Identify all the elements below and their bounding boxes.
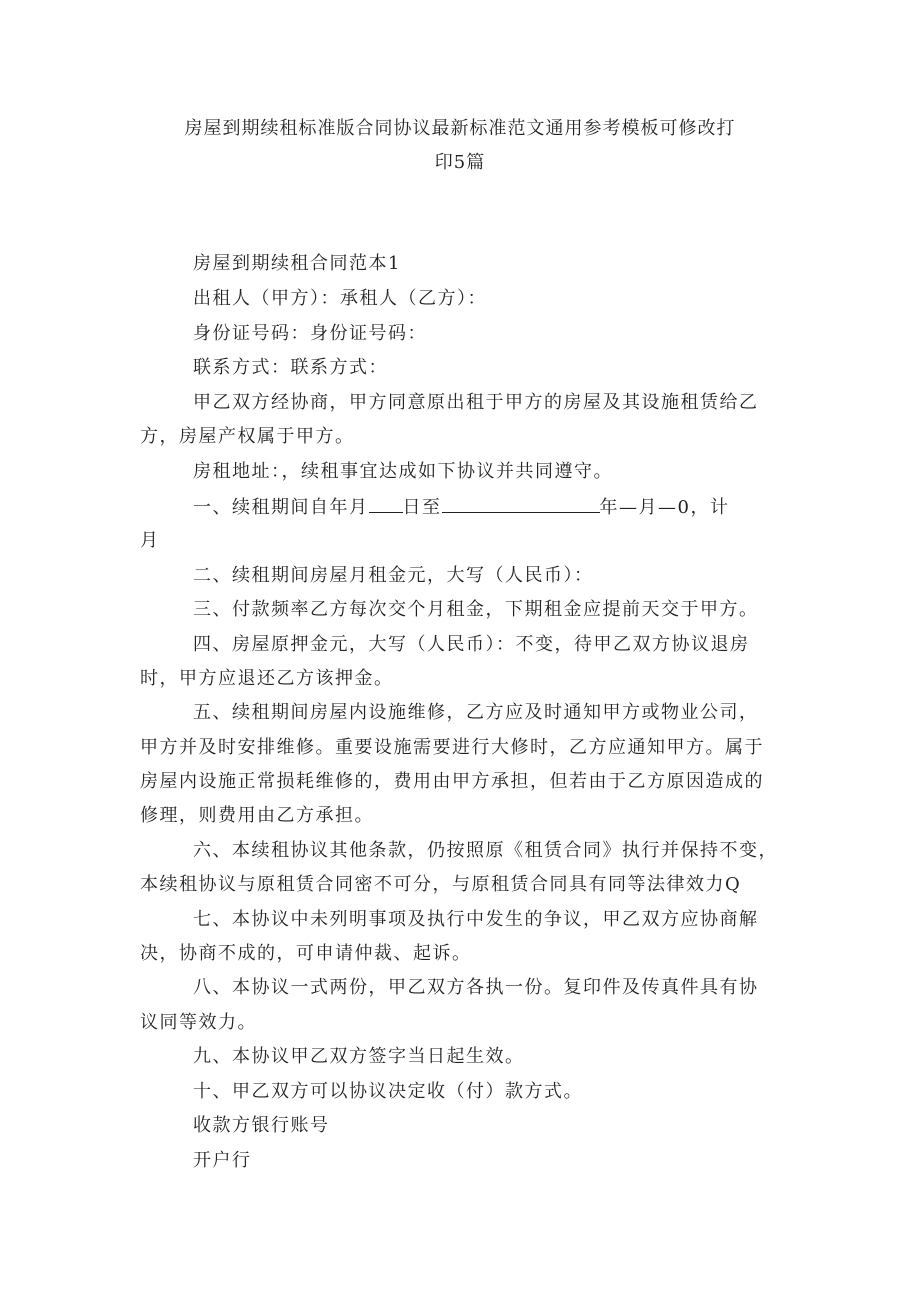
blank-date-field — [442, 494, 600, 513]
intro-line-2: 方，房屋产权属于甲方。 — [140, 426, 355, 447]
clause-4-line-2: 时，甲方应退还乙方该押金。 — [140, 668, 394, 689]
clause-10: 十、甲乙双方可以协议决定收（付）款方式。 — [193, 1081, 583, 1102]
clause-1-middle-text: 日至 — [402, 497, 442, 518]
clause-2: 二、续租期间房屋月租金元，大写（人民币）： — [193, 565, 594, 586]
bank-branch-label: 开户行 — [193, 1150, 252, 1171]
clause-8-line-1: 八、本协议一式两份，甲乙双方各执一份。复印件及传真件具有协 — [193, 977, 759, 998]
clause-9: 九、本协议甲乙双方签字当日起生效。 — [193, 1046, 525, 1067]
clause-5-line-1: 五、续租期间房屋内设施维修，乙方应及时通知甲方或物业公司， — [193, 702, 759, 723]
party-line: 出租人（甲方）：承租人（乙方）： — [193, 288, 487, 309]
contract-heading: 房屋到期续租合同范本1 — [193, 253, 401, 274]
clause-8-line-2: 议同等效力。 — [140, 1012, 257, 1033]
clause-1-end-text: 年—月—0，计 — [599, 497, 730, 518]
intro-line-1: 甲乙双方经协商，甲方同意原出租于甲方的房屋及其设施租赁给乙 — [193, 392, 759, 413]
contact-line: 联系方式：联系方式： — [193, 357, 388, 378]
clause-7-line-2: 决，协商不成的，可申请仲裁、起诉。 — [140, 943, 472, 964]
id-number-line: 身份证号码：身份证号码： — [193, 323, 427, 344]
clause-1-line-1 — [193, 494, 729, 520]
document-title-line1: 房屋到期续租标准版合同协议最新标准范文通用参考模板可修改打 — [184, 118, 736, 139]
clause-3: 三、付款频率乙方每次交个月租金，下期租金应提前天交于甲方。 — [193, 599, 759, 620]
clause-4-line-1: 四、房屋原押金元，大写（人民币）：不变，待甲乙双方协议退房 — [193, 634, 750, 655]
clause-1-start-text: 一、续租期间自年月 — [193, 497, 369, 518]
clause-5-line-2: 甲方并及时安排维修。重要设施需要进行大修时，乙方应通知甲方。属于 — [140, 737, 764, 758]
clause-6-line-1: 六、本续租协议其他条款，仍按照原《租赁合同》执行并保持不变， — [193, 840, 778, 861]
clause-1-line-2: 月 — [140, 530, 160, 551]
clause-5-line-3: 房屋内设施正常损耗维修的，费用由甲方承担，但若由于乙方原因造成的 — [140, 771, 764, 792]
bank-account-label: 收款方银行账号 — [193, 1115, 330, 1136]
blank-day-field — [369, 494, 403, 513]
clause-5-line-4: 修理，则费用由乙方承担。 — [140, 805, 374, 826]
clause-7-line-1: 七、本协议中未列明事项及执行中发生的争议，甲乙双方应协商解 — [193, 909, 759, 930]
document-title-line2: 印5篇 — [434, 152, 486, 173]
address-line: 房租地址：，续租事宜达成如下协议并共同遵守。 — [193, 461, 613, 482]
clause-6-line-2: 本续租协议与原租赁合同密不可分，与原租赁合同具有同等法律效力Q — [140, 874, 742, 895]
